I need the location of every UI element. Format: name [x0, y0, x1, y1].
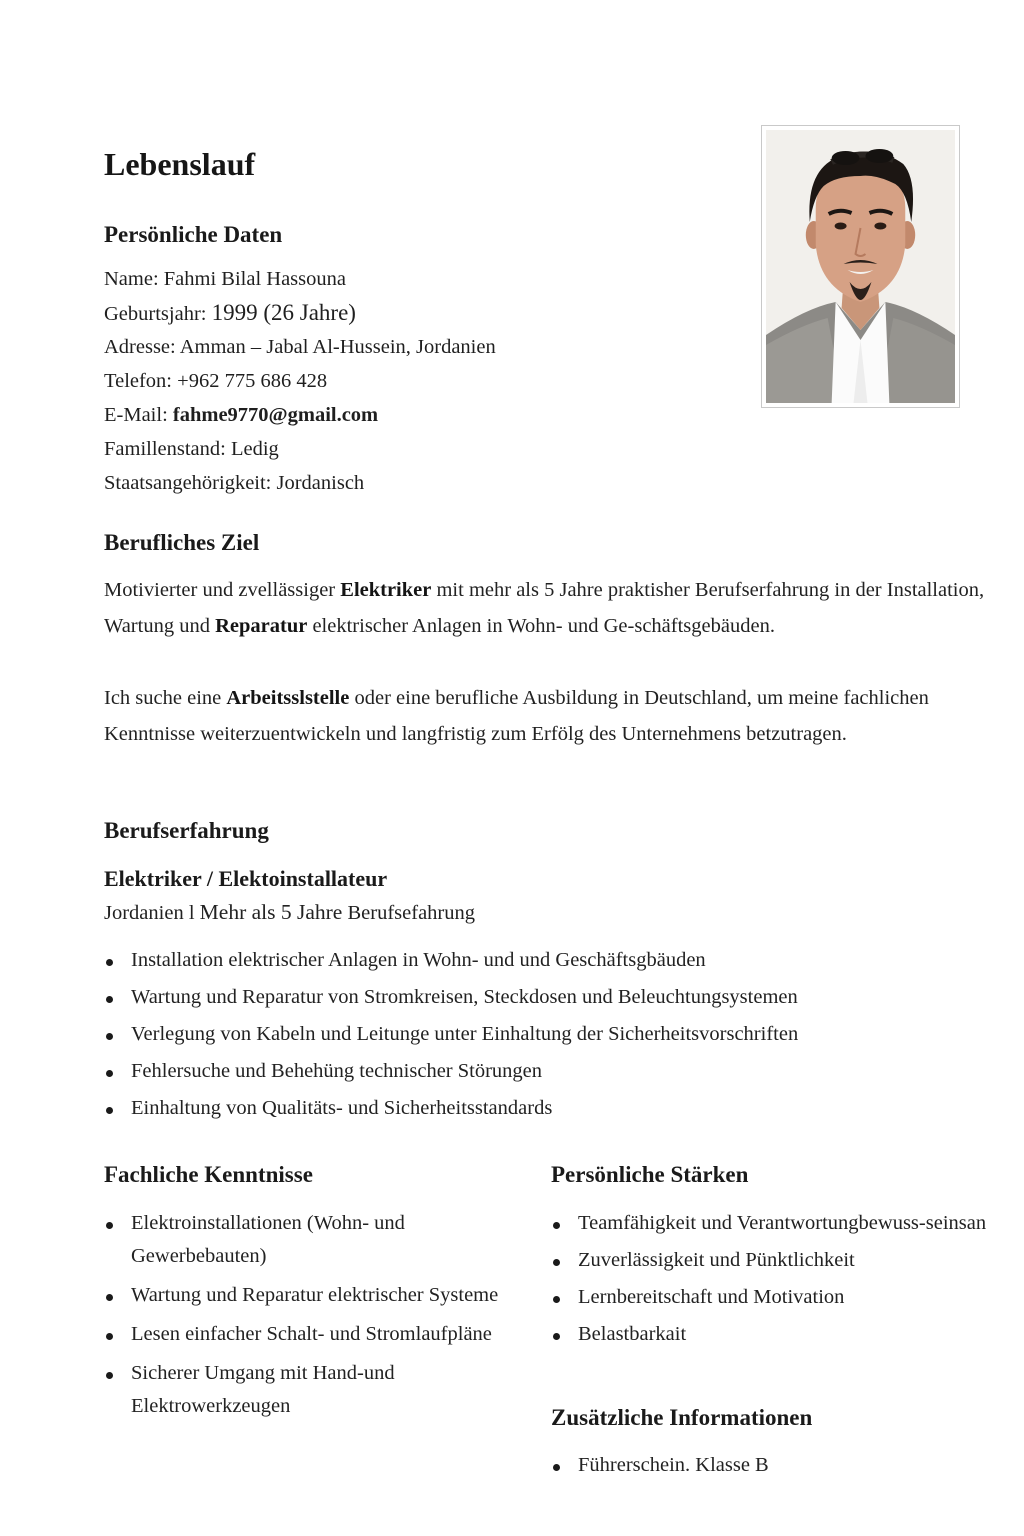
- list-item: Fehlersuche und Behehüng technischer Störungen: [104, 1056, 1004, 1093]
- personal-data-list: [104, 264, 496, 502]
- marital-value: Ledig: [230, 438, 279, 460]
- list-item: Zuverlässigkeit und Pünktlichkeit: [551, 1244, 1011, 1277]
- goal-p1-bold-1: Elektriker: [340, 579, 432, 601]
- list-item: Installation elektrischer Anlagen in Wohn- und und Geschäftsgbäuden: [104, 945, 1004, 982]
- career-goal-heading: Berufliches Ziel: [104, 530, 260, 555]
- job-duration-suffix: Berufsefahrung: [347, 902, 475, 924]
- additional-info-list: [551, 1449, 1011, 1488]
- birthyear-value: 1999 (26 Jahre): [211, 300, 356, 325]
- personal-row-marital: [104, 434, 496, 468]
- goal-p2-bold-1: Arbeitsslstelle: [226, 687, 350, 709]
- career-goal-paragraph-1: [104, 572, 994, 644]
- experience-heading: Berufserfahrung: [104, 818, 269, 843]
- strengths-heading: Persönliche Stärken: [551, 1162, 749, 1187]
- personal-row-email: [104, 400, 496, 434]
- nationality-label: Staatsangehörigkeit:: [104, 472, 272, 494]
- phone-value: +962 775 686 428: [177, 370, 328, 392]
- birthyear-label: Geburtsjahr:: [104, 303, 207, 325]
- list-item: Teamfähigkeit und Verantwortungbewuss-seinsan: [551, 1207, 1011, 1240]
- profile-photo-frame: [761, 125, 960, 408]
- personal-row-nationality: [104, 468, 496, 502]
- goal-p2-text-1: Ich suche eine: [104, 687, 227, 709]
- job-location: Jordanien l: [104, 902, 195, 924]
- additional-info-heading: Zusätzliche Informationen: [551, 1405, 813, 1430]
- list-item: Belastbarkait: [551, 1318, 1011, 1351]
- experience-task-list: [104, 945, 1004, 1130]
- personal-row-address: [104, 332, 496, 366]
- personal-row-birthyear: [104, 298, 496, 332]
- list-item: Wartung und Reparatur elektrischer Systeme: [104, 1279, 524, 1312]
- skills-heading: Fachliche Kenntnisse: [104, 1162, 313, 1187]
- address-value: Amman – Jabal Al-Hussein, Jordanien: [179, 336, 496, 358]
- personal-row-phone: [104, 366, 496, 400]
- goal-p2-text-2: oder eine berufliche Ausbildung in Deutschland, um meine fachlichen Kenntnisse weiterzuentwickeln und langfristig zum Erfölg des Unternehmens betzutragen.: [104, 687, 929, 745]
- job-subtitle: [104, 900, 475, 925]
- phone-label: Telefon:: [104, 370, 173, 392]
- job-title: Elektriker / Elektoinstallateur: [104, 866, 388, 891]
- career-goal-paragraph-2: [104, 680, 994, 752]
- personal-data-heading: Persönliche Daten: [104, 222, 283, 247]
- job-duration: Mehr als 5 Jahre: [199, 900, 343, 924]
- list-item: Elektroinstallationen (Wohn- und Gewerbebauten): [104, 1207, 524, 1273]
- list-item: Sicherer Umgang mit Hand-und Elektrowerkzeugen: [104, 1357, 524, 1423]
- name-value: Fahmi Bilal Hassouna: [163, 268, 346, 290]
- goal-p1-text-2: mit mehr als 5 Jahre praktisher Berufserfahrung in der Installation, Wartung und: [104, 579, 985, 637]
- email-value: fahme9770@gmail.com: [172, 404, 379, 426]
- name-label: Name:: [104, 268, 159, 290]
- list-item: Einhaltung von Qualitäts- und Sicherheitsstandards: [104, 1093, 1004, 1130]
- strengths-list: [551, 1207, 1011, 1355]
- goal-p1-text-1: Motivierter und zvellässiger: [104, 579, 341, 601]
- personal-row-name: [104, 264, 496, 298]
- list-item: Wartung und Reparatur von Stromkreisen, Steckdosen und Beleuchtungsystemen: [104, 982, 1004, 1019]
- portrait-illustration: [766, 130, 955, 403]
- email-label: E-Mail:: [104, 404, 168, 426]
- skills-list: [104, 1207, 524, 1429]
- marital-label: Famillenstand:: [104, 438, 226, 460]
- document-title: Lebenslauf: [104, 146, 256, 182]
- address-label: Adresse:: [104, 336, 176, 358]
- goal-p1-bold-2: Reparatur: [215, 615, 308, 637]
- list-item: Lesen einfacher Schalt- und Stromlaufpläne: [104, 1318, 524, 1351]
- list-item: Führerschein. Klasse B: [551, 1449, 1011, 1482]
- nationality-value: Jordanisch: [276, 472, 365, 494]
- portrait-photo: [766, 130, 955, 403]
- list-item: Verlegung von Kabeln und Leitunge unter Einhaltung der Sicherheitsvorschriften: [104, 1019, 1004, 1056]
- list-item: Lernbereitschaft und Motivation: [551, 1281, 1011, 1314]
- goal-p1-text-3: elektrischer Anlagen in Wohn- und Ge-schäftsgebäuden.: [307, 615, 775, 637]
